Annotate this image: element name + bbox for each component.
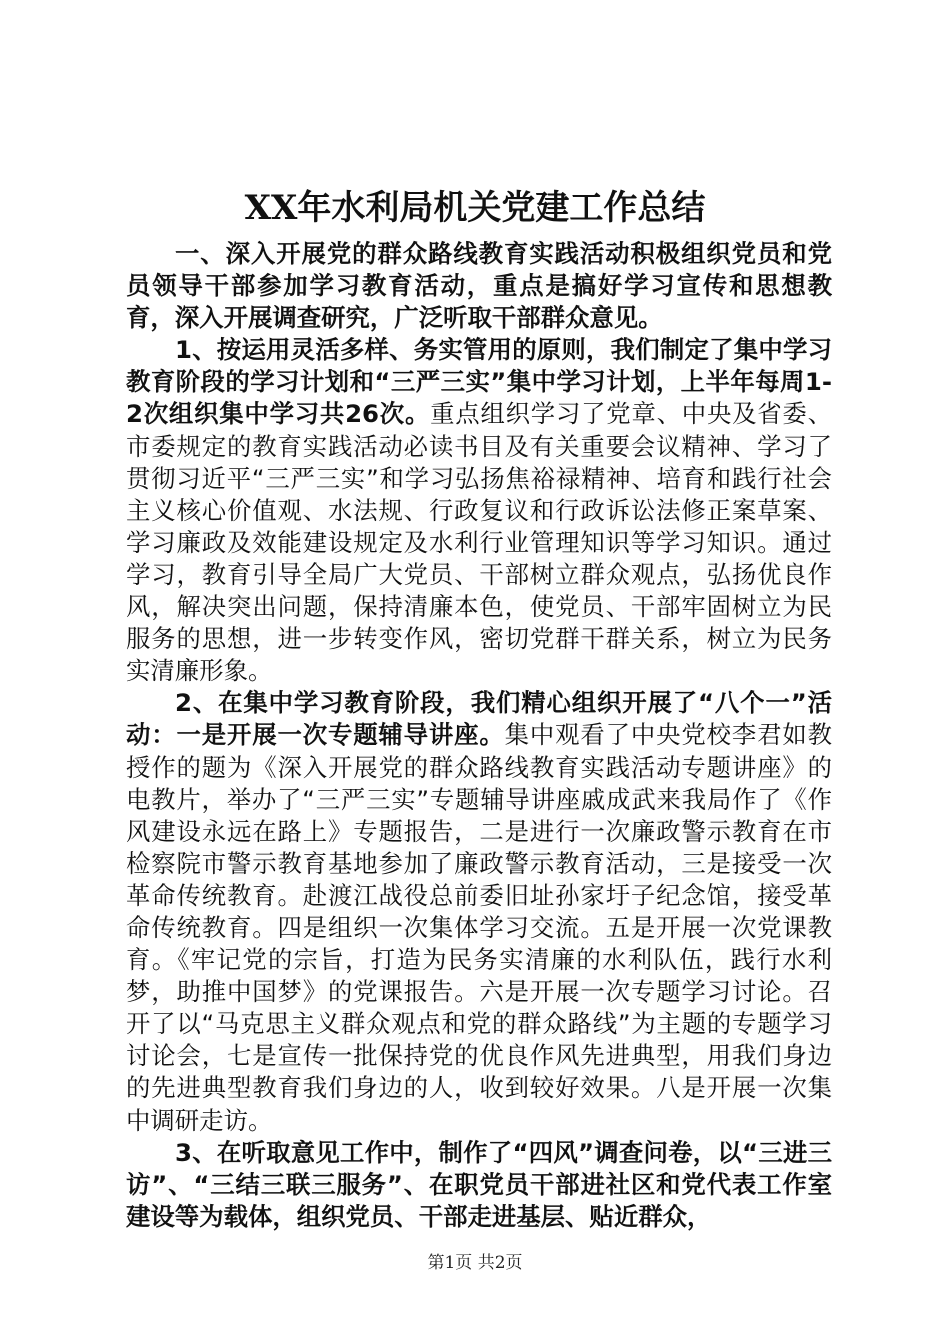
page-number-footer: 第1页 共2页 — [427, 1253, 523, 1273]
body-paragraph-2 — [126, 687, 832, 1136]
body-paragraph-1 — [126, 334, 832, 687]
section-heading-paragraph: 一、深入开展党的群众路线教育实践活动积极组织党员和党员领导干部参加学习教育活动，重点是搞好学习宣传和思想教育，深入开展调查研究，广泛听取干部群众意见。 — [126, 239, 832, 333]
paragraph-lead-sentence: 1、按运用灵活多样、务实管用的原则，我们制定了集中学习教育阶段的学习计划和“三严三实”集中学习计划，上半年每周1-2次组织集中学习共26次。 — [126, 335, 832, 429]
paragraph-body-text: 重点组织学习了党章、中央及省委、市委规定的教育实践活动必读书目及有关重要会议精神、学习了贯彻习近平“三严三实”和学习弘扬焦裕禄精神、培育和践行社会主义核心价值观、水法规、行政复议和行政诉讼法修正案草案、学习廉政及效能建设规定及水利行业管理知识等学习知识。通过学习，教育引导全局广大党员、干部树立群众观点，弘扬优良作风，解决突出问题，保持清廉本色，使党员、干部牢固树立为民服务的思想，进一步转变作风，密切党群干群关系，树立为民务实清廉形象。 — [126, 399, 832, 686]
body-paragraph-3: 3、在听取意见工作中，制作了“四风”调查问卷，以“三进三访”、“三结三联三服务”、在职党员干部进社区和党代表工作室建设等为载体，组织党员、干部走进基层、贴近群众， — [126, 1137, 832, 1231]
document-body — [126, 238, 832, 1233]
paragraph-lead-sentence: 2、在集中学习教育阶段，我们精心组织开展了“八个一”活动：一是开展一次专题辅导讲座。 — [126, 688, 832, 750]
document-title: XX年水利局机关党建工作总结 — [244, 188, 706, 228]
paragraph-body-text: 集中观看了中央党校李君如教授作的题为《深入开展党的群众路线教育实践活动专题讲座》的电教片，举办了“三严三实”专题辅导讲座戚成武来我局作了《作风建设永远在路上》专题报告，二是进行一次廉政警示教育在市检察院市警示教育基地参加了廉政警示教育活动，三是接受一次革命传统教育。赴渡江战役总前委旧址孙家圩子纪念馆，接受革命传统教育。四是组织一次集体学习交流。五是开展一次党课教育。《牢记党的宗旨，打造为民务实清廉的水利队伍，践行水利梦，助推中国梦》的党课报告。六是开展一次专题学习讨论。召开了以“马克思主义群众观点和党的群众路线”为主题的专题学习讨论会，七是宣传一批保持党的优良作风先进典型，用我们身边的先进典型教育我们身边的人，收到较好效果。八是开展一次集中调研走访。 — [126, 720, 832, 1135]
